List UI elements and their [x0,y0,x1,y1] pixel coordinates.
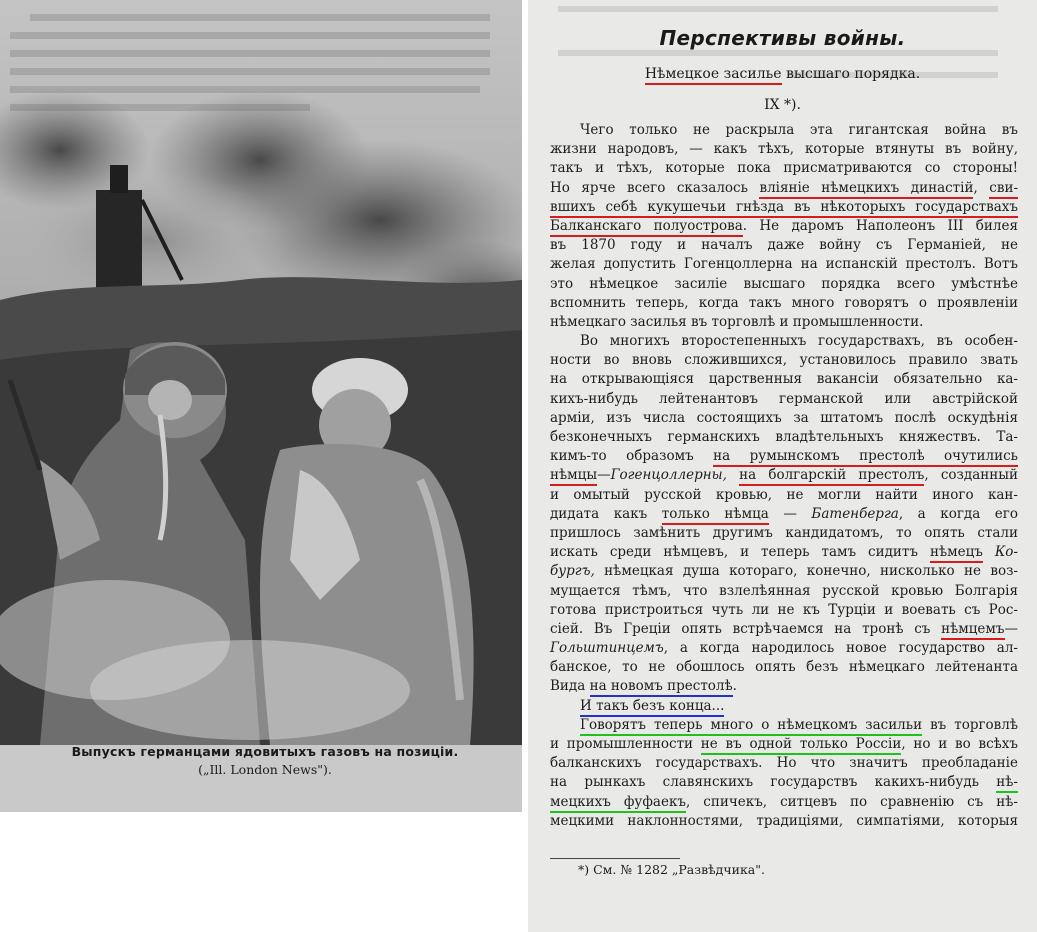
text-line: Вида на новомъ престолѣ. [550,677,1018,696]
underline-red: на румынскомъ престолѣ очутились [713,448,1018,467]
text-line: вспомнить теперь, когда такъ много говорятъ о проявленіи [550,294,1018,311]
underline-green: нѣ- [996,774,1018,793]
left-page [0,0,522,812]
text-line: безконечныхъ германскихъ владѣтельныхъ княжествъ. Та- [550,429,1018,445]
underline-red: нѣмецъ [930,544,983,563]
text-line: кимъ-то образомъ на румынскомъ престолѣ очутились [550,447,1018,466]
text-line: сіей. Въ Греціи опять встрѣчаемся на тронѣ съ нѣмцемъ— [550,620,1018,639]
underline-red: на болгарскій престолъ [739,467,924,486]
text-line: пришлось замѣнить другимъ кандидатомъ, то опять стали [550,524,1018,541]
text-line: арміи, изъ числа состоящихъ за штатомъ послѣ оскудѣнія [550,409,1018,426]
underline-green: Говорятъ теперь много [580,717,761,736]
text-line: на открывающіяся царственныя вакансіи обязательно ка- [550,371,1018,388]
text-line: такъ и тѣхъ, которые пока присматриваются со стороны! [550,160,1018,177]
underline-red: вліяніе нѣмецкихъ династій [759,180,973,199]
text-line: банское, то не обошлось опять безъ нѣмецкаго лейтенанта [550,659,1018,676]
right-page [528,0,1037,932]
text-line: въ 1870 году и началъ даже войну съ Германіей, не [550,237,1018,254]
underline-red: Балканскаго полуострова [550,218,743,237]
illustration-caption [30,744,500,777]
underline-red: сви- [989,180,1018,199]
text-line: балканскихъ государствахъ. Но что значитъ преобладаніе [550,755,1018,772]
text-line: готова пристроиться чуть ли не къ Турціи и воевать съ Рос- [550,601,1018,618]
text-line: и промышленности не въ одной только Россіи, но и во всѣхъ [550,735,1018,754]
underline-blue: на новомъ престолѣ [590,678,733,697]
text-line: дидата какъ только нѣмца — Батенберга, а когда его [550,505,1018,524]
text-line: мецкихъ фуфаекъ, спичекъ, ситцевъ по сравненію съ нѣ- [550,793,1018,812]
text-line: желая допустить Гогенцоллерна на испанскій престолъ. Вотъ [550,256,1018,273]
text-line: жизни народовъ, — какъ тѣхъ, которые втянуты въ войну, [550,141,1018,158]
text-line: это нѣмецкое засиліе высшаго порядка всего умѣстнѣе [550,275,1018,292]
text-line: искать среди нѣмцевъ, и теперь тамъ сидитъ нѣмецъ Ко- [550,543,1018,562]
text-line: Говорятъ теперь много о нѣмецкомъ засильи въ торговлѣ [550,716,1018,735]
caption-source: („Ill. London News"). [198,762,332,777]
text-line: на рынкахъ славянскихъ государствъ какихъ-нибудь нѣ- [550,773,1018,792]
section-number: IX *). [764,97,801,113]
underline-blue: И такъ безъ конца... [580,698,724,717]
underline-red: нѣмцы [550,467,597,486]
text-line [550,198,1018,217]
underline-red: только нѣмца [662,506,769,525]
footnote: *) См. № 1282 „Развѣдчика". [578,862,765,877]
text-line: Балканскаго полуострова. Не даромъ Наполеонъ III билея [550,217,1018,236]
text-line: мущается тѣмъ, что взлелѣянная русской кровью Болгарія [550,582,1018,599]
article-title: Перспективы войны. [659,26,906,50]
footnote-rule [550,858,680,859]
text-line [550,697,1018,716]
text-line: и омытый русской кровью, не могли найти иного кан- [550,486,1018,503]
text-line: Чего только не раскрыла эта гигантская война въ [580,122,1018,138]
gas-attack-illustration [0,0,522,745]
subtitle-highlight: Нѣмецкое засилье [645,66,782,85]
text-line: Во многихъ второстепенныхъ государствахъ, въ особен- [580,333,1018,350]
article-subtitle [528,66,1037,82]
caption-text: Выпускъ германцами ядовитыхъ газовъ на позиціи. [71,744,459,759]
underline-red: вшихъ себѣ кукушечьи гнѣзда въ нѣкоторыхъ государствахъ [550,199,1018,218]
subtitle-rest: высшаго порядка. [785,66,921,82]
text-line: бургъ, нѣмецкая душа котораго, конечно, нисколько не воз- [550,563,1018,580]
article-body [550,121,1018,831]
underline-green: о нѣмецкомъ засильи [761,717,922,736]
text-line: ности во вновь сложившихся, установилось правило звать [550,352,1018,369]
text-line: Гольштинцемъ, а когда народилось новое государство ал- [550,640,1018,657]
text-line: Но ярче всего сказалось вліяніе нѣмецкихъ династій, сви- [550,179,1018,198]
text-line: нѣмецкаго засилья въ торговлѣ и промышленности. [550,313,924,330]
text-line: мецкими наклонностями, традиціями, симпатіями, которыя [550,812,1018,829]
text-line: кихъ-нибудь лейтенантовъ германской или австрійской [550,390,1018,407]
underline-green: мецкихъ фуфаекъ [550,794,686,813]
underline-green: не въ одной только Россіи [701,736,902,755]
text-line: нѣмцы—Гогенцоллерны, на болгарскій престолъ, созданный [550,466,1018,485]
underline-red: нѣмцемъ [941,621,1004,640]
